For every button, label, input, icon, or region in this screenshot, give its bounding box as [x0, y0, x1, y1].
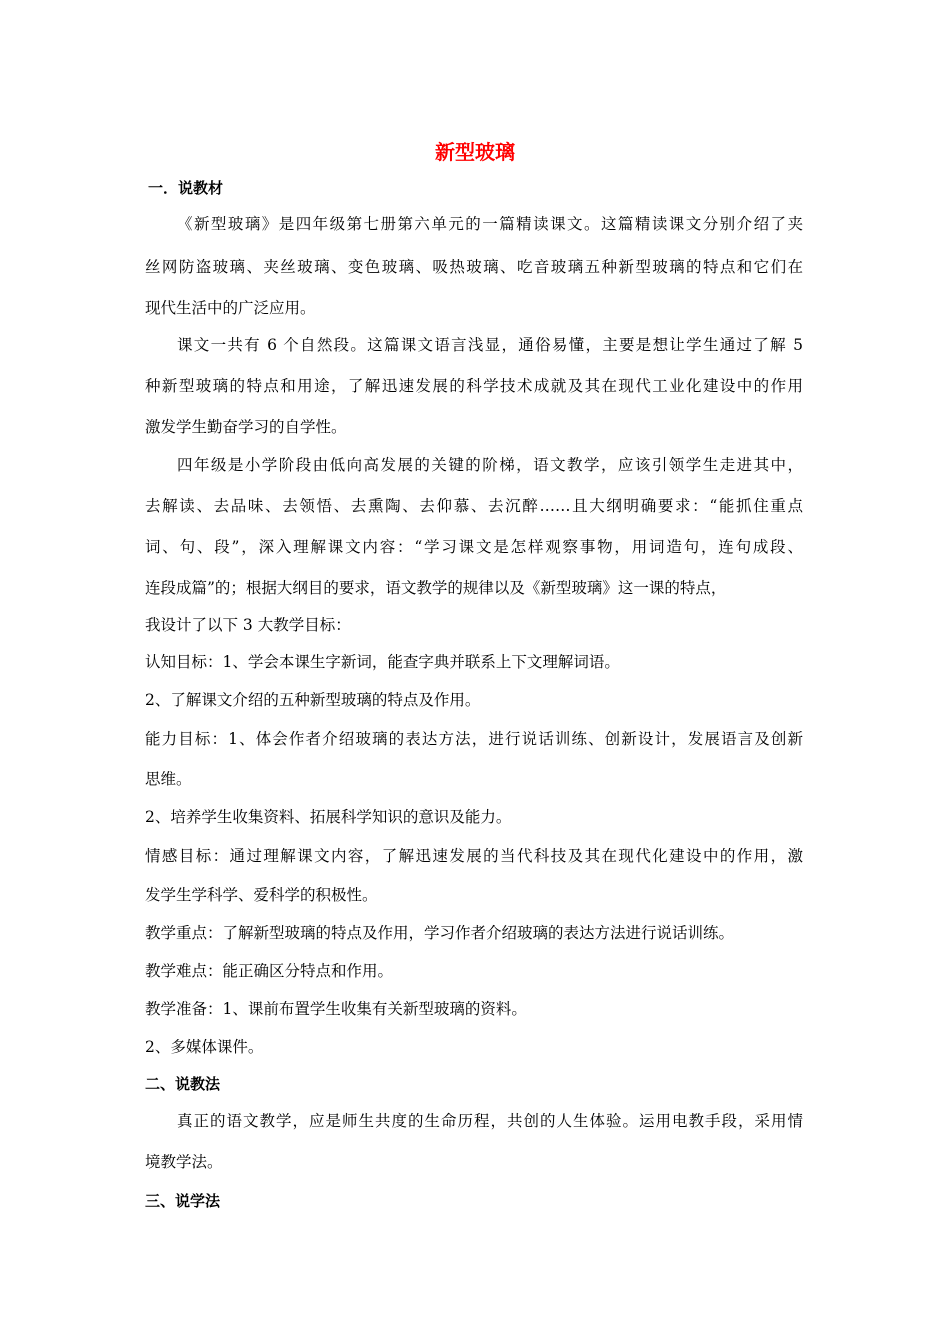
goal-emotion: 情感目标：通过理解课文内容，了解迅速发展的当代科技及其在现代化建设中的作用，激 [145, 847, 803, 865]
paragraph-line: 连段成篇”的；根据大纲目的要求，语文教学的规律以及《新型玻璃》这一课的特点， [145, 579, 727, 597]
section-heading-textbook: 一．说教材 [148, 179, 224, 197]
goal-ability-1-cont: 思维。 [145, 770, 192, 788]
page-title: 新型玻璃 [435, 140, 515, 164]
teaching-difficulty: 教学难点：能正确区分特点和作用。 [145, 962, 394, 980]
teaching-prep-1: 教学准备：1、课前布置学生收集有关新型玻璃的资料。 [145, 1000, 527, 1018]
teaching-prep-2: 2、多媒体课件。 [145, 1038, 264, 1056]
paragraph-line: 词、句、段”，深入理解课文内容：“学习课文是怎样观察事物，用词造句，连句成段、 [145, 538, 803, 556]
paragraph-line: 丝网防盗玻璃、夹丝玻璃、变色玻璃、吸热玻璃、吃音玻璃五种新型玻璃的特点和它们在 [145, 258, 803, 276]
paragraph-line: 境教学法。 [145, 1153, 223, 1171]
paragraph-line: 去解读、去品味、去领悟、去熏陶、去仰慕、去沉醉……且大纲明确要求：“能抓住重点 [145, 497, 803, 515]
teaching-key-point: 教学重点：了解新型玻璃的特点及作用，学习作者介绍玻璃的表达方法进行说话训练。 [145, 924, 735, 942]
paragraph-line: 激发学生勤奋学习的自学性。 [145, 418, 347, 436]
paragraph-line: 种新型玻璃的特点和用途，了解迅速发展的科学技术成就及其在现代工业化建设中的作用 [145, 377, 803, 395]
section-heading-learning-method: 三、说学法 [145, 1192, 221, 1210]
goal-ability-1: 能力目标：1、体会作者介绍玻璃的表达方法，进行说话训练、创新设计，发展语言及创新 [145, 730, 803, 748]
section-heading-teaching-method: 二、说教法 [145, 1075, 221, 1093]
goal-ability-2: 2、培养学生收集资料、拓展科学知识的意识及能力。 [145, 808, 512, 826]
goal-emotion-cont: 发学生学科学、爱科学的积极性。 [145, 886, 378, 904]
paragraph-line: 课文一共有 6 个自然段。这篇课文语言浅显，通俗易懂，主要是想让学生通过了解 5 [177, 336, 803, 354]
paragraph-line: 四年级是小学阶段由低向高发展的关键的阶梯，语文教学，应该引领学生走进其中， [177, 456, 803, 474]
paragraph-line: 我设计了以下 3 大教学目标： [145, 616, 351, 634]
goal-cognitive-1: 认知目标：1、学会本课生字新词，能查字典并联系上下文理解词语。 [145, 653, 620, 671]
goal-cognitive-2: 2、了解课文介绍的五种新型玻璃的特点及作用。 [145, 691, 481, 709]
paragraph-line: 现代生活中的广泛应用。 [145, 299, 316, 317]
paragraph-line: 真正的语文教学，应是师生共度的生命历程，共创的人生体验。运用电教手段，采用情 [177, 1112, 803, 1130]
paragraph-line: 《新型玻璃》是四年级第七册第六单元的一篇精读课文。这篇精读课文分别介绍了夹 [177, 215, 803, 233]
